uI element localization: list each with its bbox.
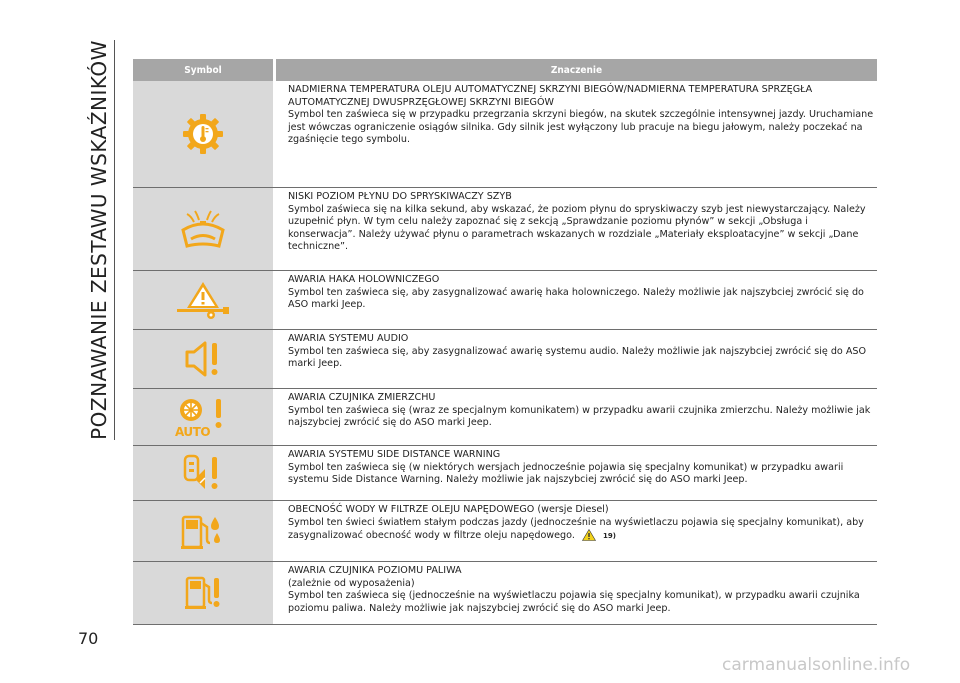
row-title: NADMIERNA TEMPERATURA OLEJU AUTOMATYCZNEJ SKRZYNI BIEGÓW/NADMIERNA TEMPERATURA SPRZĘGŁA AUTOMATYCZNEJ DWUSPRZĘGŁOWEJ SKRZYNI BIEGÓW (288, 84, 813, 108)
dusk-sensor-fault-icon (175, 395, 231, 439)
header-meaning: Znaczenie (276, 59, 877, 81)
meaning-cell (276, 389, 877, 445)
row-title: AWARIA CZUJNIKA POZIOMU PALIWA (288, 565, 462, 576)
side-distance-warning-fault-icon (181, 453, 225, 493)
washer-fluid-icon (177, 208, 229, 250)
meaning-cell (276, 562, 877, 624)
fuel-level-sensor-fault-icon (183, 573, 223, 613)
footnote-reference[interactable]: 19) (603, 532, 616, 540)
table-row (133, 188, 877, 271)
auto-icon-label: AUTO (175, 425, 211, 439)
symbol-cell (133, 446, 273, 500)
page-number: 70 (78, 629, 99, 648)
row-text: Symbol ten zaświeca się, aby zasygnalizować awarię haka holowniczego. Należy możliwie jak najszybciej zwrócić się do ASO marki Jeep. (288, 286, 864, 310)
row-text: Symbol ten zaświeca się (jednocześnie na wyświetlaczu pojawia się specjalny komunikat), w przypadku awarii czujnika poziomu paliwa. Należy możliwie jak najszybciej zwrócić się do ASO marki Jeep. (288, 590, 860, 614)
table-row (133, 562, 877, 625)
table-row (133, 501, 877, 562)
watermark: carmanualsonline.info (722, 655, 911, 675)
water-in-diesel-filter-icon (179, 511, 227, 551)
table-row (133, 389, 877, 446)
row-text: Symbol ten świeci światłem stałym podczas jazdy (jednocześnie na wyświetlaczu pojawia się specjalny komunikat), aby zasygnalizować obecność wody w filtrze oleju napędowego. (288, 516, 864, 541)
meaning-cell (276, 446, 877, 500)
row-title: NISKI POZIOM PŁYNU DO SPRYSKIWACZY SZYB (288, 191, 512, 202)
row-title: AWARIA SYSTEMU AUDIO (288, 333, 409, 344)
side-chapter-title-text: POZNAWANIE ZESTAWU WSKAŹNIKÓW (87, 40, 111, 440)
row-subtitle: (zależnie od wyposażenia) (288, 577, 415, 589)
audio-fault-icon (183, 339, 223, 379)
meaning-cell (276, 330, 877, 388)
table-row (133, 446, 877, 501)
row-title: OBECNOŚĆ WODY W FILTRZE OLEJU NAPĘDOWEGO (wersje Diesel) (288, 504, 609, 515)
symbol-cell (133, 271, 273, 329)
row-text: Symbol zaświeca się na kilka sekund, aby wskazać, że poziom płynu do spryskiwaczy szyb jest niewystarczający. Należy uzupełnić płyn. W tym celu należy zapoznać się z sekcją „Sprawdzanie poziomu płynów” w sekcji „Obsługa i konserwacja”. Należy używać płynu o parametrach wskazanych w rozdziale „Materiały eksploatacyjne” w sekcji „Dane techniczne”. (288, 203, 866, 252)
symbol-cell (133, 562, 273, 624)
trailer-hitch-warning-icon (175, 280, 231, 320)
row-text: Symbol ten zaświeca się (w niektórych wersjach jednocześnie pojawia się specjalny komunikat) w przypadku awarii systemu Side Distance Warning. Należy możliwie jak najszybciej zwrócić się do ASO marki Jeep. (288, 461, 844, 485)
table-header (133, 59, 877, 81)
row-text: Symbol ten zaświeca się w przypadku przegrzania skrzyni biegów, na skutek szczególnie intensywnej jazdy. Uruchamiane jest wówczas ograniczenie osiągów silnika. Gdy silnik jest wyłączony lub pracuje na biegu jałowym, należy poczekać na zgaśnięcie tego symbolu. (288, 109, 874, 145)
symbol-cell (133, 330, 273, 388)
row-text: Symbol ten zaświeca się (wraz ze specjalnym komunikatem) w przypadku awarii czujnika zmierzchu. Należy możliwie jak najszybciej zwrócić się do ASO marki Jeep. (288, 404, 871, 428)
symbol-cell (133, 501, 273, 561)
row-title: AWARIA SYSTEMU SIDE DISTANCE WARNING (288, 449, 501, 460)
transmission-temperature-gear-icon (181, 112, 225, 156)
row-title: AWARIA HAKA HOLOWNICZEGO (288, 274, 440, 285)
row-text: Symbol ten zaświeca się, aby zasygnalizować awarię systemu audio. Należy możliwie jak najszybciej zwrócić się do ASO marki Jeep. (288, 345, 867, 369)
meaning-cell (276, 188, 877, 270)
header-symbol: Symbol (133, 59, 273, 81)
table-row (133, 330, 877, 389)
meaning-cell (276, 271, 877, 329)
meaning-cell (276, 81, 877, 187)
symbol-cell (133, 81, 273, 187)
side-chapter-title (84, 40, 115, 440)
meaning-cell (276, 501, 877, 561)
symbol-cell (133, 188, 273, 270)
table-row (133, 271, 877, 330)
warning-triangle-icon (582, 529, 596, 541)
symbols-table (133, 59, 877, 625)
table-row (133, 81, 877, 188)
symbol-cell (133, 389, 273, 445)
row-title: AWARIA CZUJNIKA ZMIERZCHU (288, 392, 436, 403)
